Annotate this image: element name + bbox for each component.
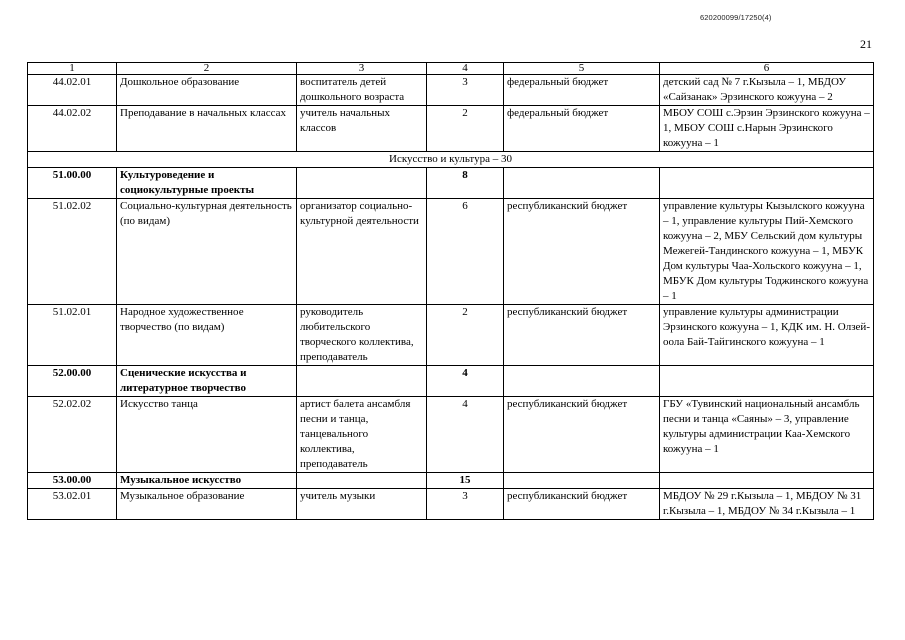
column-number-row (28, 63, 874, 75)
group-count: 8 (427, 168, 504, 199)
group-name: Культуроведение и социокультурные проекты (117, 168, 297, 199)
funding-source: федеральный бюджет (504, 106, 660, 152)
institutions: управление культуры администрации Эрзинского кожууна – 1, КДК им. Н. Олзей-оола Бай-Тайгинского кожууна – 1 (660, 305, 874, 366)
specialty-code: 51.02.01 (28, 305, 117, 366)
column-number: 2 (117, 63, 297, 75)
table-row (28, 305, 874, 366)
empty-cell (297, 473, 427, 489)
specialty-code: 51.02.02 (28, 199, 117, 305)
qualification: организатор социально-культурной деятельности (297, 199, 427, 305)
specialty-code: 44.02.02 (28, 106, 117, 152)
funding-source: республиканский бюджет (504, 305, 660, 366)
qualification: артист балета ансамбля песни и танца, танцевального коллектива, преподаватель (297, 397, 427, 473)
specialty-code: 52.02.02 (28, 397, 117, 473)
column-number: 6 (660, 63, 874, 75)
qualification: учитель начальных классов (297, 106, 427, 152)
group-name: Сценические искусства и литературное творчество (117, 366, 297, 397)
empty-cell (504, 473, 660, 489)
empty-cell (504, 366, 660, 397)
specialty-code: 44.02.01 (28, 75, 117, 106)
group-row (28, 168, 874, 199)
places-count: 3 (427, 75, 504, 106)
table-row (28, 75, 874, 106)
table-row (28, 106, 874, 152)
specialty-name: Музыкальное образование (117, 489, 297, 520)
specialty-name: Преподавание в начальных классах (117, 106, 297, 152)
group-row (28, 366, 874, 397)
funding-source: республиканский бюджет (504, 397, 660, 473)
empty-cell (297, 168, 427, 199)
group-count: 15 (427, 473, 504, 489)
specialty-code: 53.02.01 (28, 489, 117, 520)
funding-source: республиканский бюджет (504, 199, 660, 305)
table-row (28, 397, 874, 473)
institutions: детский сад № 7 г.Кызыла – 1, МБДОУ «Сайзанак» Эрзинского кожууна – 2 (660, 75, 874, 106)
group-count: 4 (427, 366, 504, 397)
funding-source: федеральный бюджет (504, 75, 660, 106)
group-code: 53.00.00 (28, 473, 117, 489)
specialty-name: Социально-культурная деятельность (по видам) (117, 199, 297, 305)
places-count: 4 (427, 397, 504, 473)
places-count: 3 (427, 489, 504, 520)
page-number: 21 (860, 37, 872, 51)
places-count: 2 (427, 305, 504, 366)
empty-cell (297, 366, 427, 397)
group-code: 51.00.00 (28, 168, 117, 199)
institutions: управление культуры Кызылского кожууна – 1, управление культуры Пий-Хемского кожууна – 2, МБУ Сельский дом культуры Межегей-Тандинского кожууна – 1, МБУК Дом культуры Чаа-Хольского кожууна – 1, МБУК Дом культуры Тоджинского кожууна – 1 (660, 199, 874, 305)
column-number: 4 (427, 63, 504, 75)
group-name: Музыкальное искусство (117, 473, 297, 489)
institutions: МБОУ СОШ с.Эрзин Эрзинского кожууна – 1, МБОУ СОШ с.Нарын Эрзинского кожууна – 1 (660, 106, 874, 152)
specialty-name: Дошкольное образование (117, 75, 297, 106)
column-number: 1 (28, 63, 117, 75)
table-row (28, 489, 874, 520)
funding-source: республиканский бюджет (504, 489, 660, 520)
specialty-name: Искусство танца (117, 397, 297, 473)
document-id: 620200099/17250(4) (700, 13, 772, 22)
column-number: 5 (504, 63, 660, 75)
qualification: руководитель любительского творческого коллектива, преподаватель (297, 305, 427, 366)
section-title: Искусство и культура – 30 (28, 152, 874, 168)
section-row (28, 152, 874, 168)
empty-cell (504, 168, 660, 199)
places-count: 6 (427, 199, 504, 305)
column-number: 3 (297, 63, 427, 75)
allocation-table (27, 62, 874, 520)
specialty-name: Народное художественное творчество (по видам) (117, 305, 297, 366)
qualification: учитель музыки (297, 489, 427, 520)
table-row (28, 199, 874, 305)
empty-cell (660, 168, 874, 199)
institutions: ГБУ «Тувинский национальный ансамбль песни и танца «Саяны» – 3, управление культуры администрации Каа-Хемского кожууна – 1 (660, 397, 874, 473)
empty-cell (660, 473, 874, 489)
places-count: 2 (427, 106, 504, 152)
empty-cell (660, 366, 874, 397)
group-row (28, 473, 874, 489)
institutions: МБДОУ № 29 г.Кызыла – 1, МБДОУ № 31 г.Кызыла – 1, МБДОУ № 34 г.Кызыла – 1 (660, 489, 874, 520)
qualification: воспитатель детей дошкольного возраста (297, 75, 427, 106)
group-code: 52.00.00 (28, 366, 117, 397)
